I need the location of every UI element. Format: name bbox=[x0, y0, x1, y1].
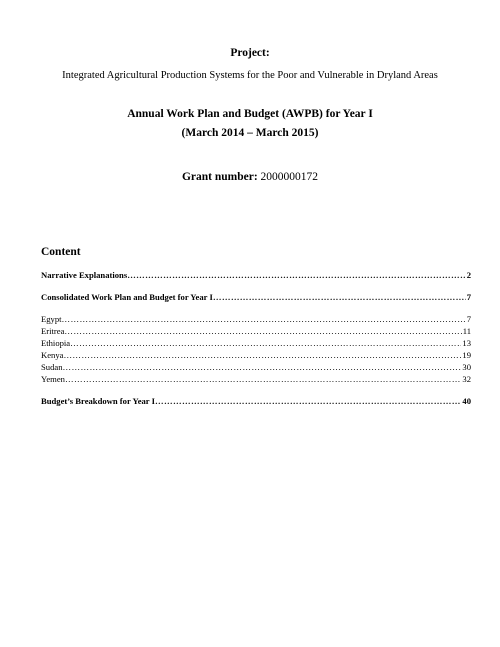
plan-period: (March 2014 – March 2015) bbox=[181, 127, 319, 139]
grant-number: 2000000172 bbox=[260, 171, 319, 183]
toc-entry-label: Eritrea bbox=[41, 326, 65, 336]
toc-leader-dots bbox=[127, 270, 466, 280]
toc-leader-dots bbox=[63, 350, 461, 360]
toc-entry-yemen[interactable] bbox=[41, 374, 471, 384]
toc-entry-label: Ethiopia bbox=[41, 338, 71, 348]
toc-entry-label: Sudan bbox=[41, 362, 63, 372]
toc-leader-dots bbox=[64, 326, 461, 336]
toc-entry-egypt[interactable] bbox=[41, 314, 471, 324]
toc-page-number: 7 bbox=[466, 292, 471, 302]
toc-entry-label: Kenya bbox=[41, 350, 64, 360]
toc-leader-dots bbox=[70, 338, 461, 348]
toc-entry-label: Narrative Explanations bbox=[41, 270, 128, 280]
toc-leader-dots bbox=[62, 362, 461, 372]
toc-entry-eritrea[interactable] bbox=[41, 326, 471, 336]
toc-entry-label: Consolidated Work Plan and Budget for Year I bbox=[41, 292, 213, 302]
toc-leader-dots bbox=[155, 396, 461, 406]
toc-page-number: 2 bbox=[466, 270, 471, 280]
toc-page-number: 32 bbox=[462, 374, 471, 384]
toc-entry-ethiopia[interactable] bbox=[41, 338, 471, 348]
toc-page-number: 30 bbox=[462, 362, 471, 372]
grant-label: Grant number: bbox=[181, 171, 258, 183]
toc-entry-label: Budget’s Breakdown for Year I bbox=[41, 396, 155, 406]
toc-entry-budget-breakdown[interactable] bbox=[41, 396, 471, 406]
toc-entry-narrative-explanations[interactable] bbox=[41, 270, 471, 280]
toc-leader-dots bbox=[62, 314, 466, 324]
toc-entry-consolidated-work-plan[interactable] bbox=[41, 292, 471, 302]
grant-number-line bbox=[0, 171, 500, 183]
toc-entry-kenya[interactable] bbox=[41, 350, 471, 360]
toc-page-number: 40 bbox=[462, 396, 471, 406]
toc-page-number: 7 bbox=[466, 314, 471, 324]
plan-title: Annual Work Plan and Budget (AWPB) for Year I bbox=[127, 108, 373, 120]
toc-entry-label: Yemen bbox=[41, 374, 65, 384]
toc-leader-dots bbox=[213, 292, 466, 302]
toc-page-number: 13 bbox=[462, 338, 471, 348]
project-title: Integrated Agricultural Production Systems for the Poor and Vulnerable in Dryland Areas bbox=[62, 70, 438, 81]
toc-leader-dots bbox=[65, 374, 461, 384]
project-label: Project: bbox=[230, 47, 270, 59]
toc-entry-sudan[interactable] bbox=[41, 362, 471, 372]
toc-page-number: 11 bbox=[462, 326, 471, 336]
toc-page-number: 19 bbox=[462, 350, 471, 360]
toc-entry-label: Egypt bbox=[41, 314, 62, 324]
content-heading: Content bbox=[41, 246, 81, 258]
